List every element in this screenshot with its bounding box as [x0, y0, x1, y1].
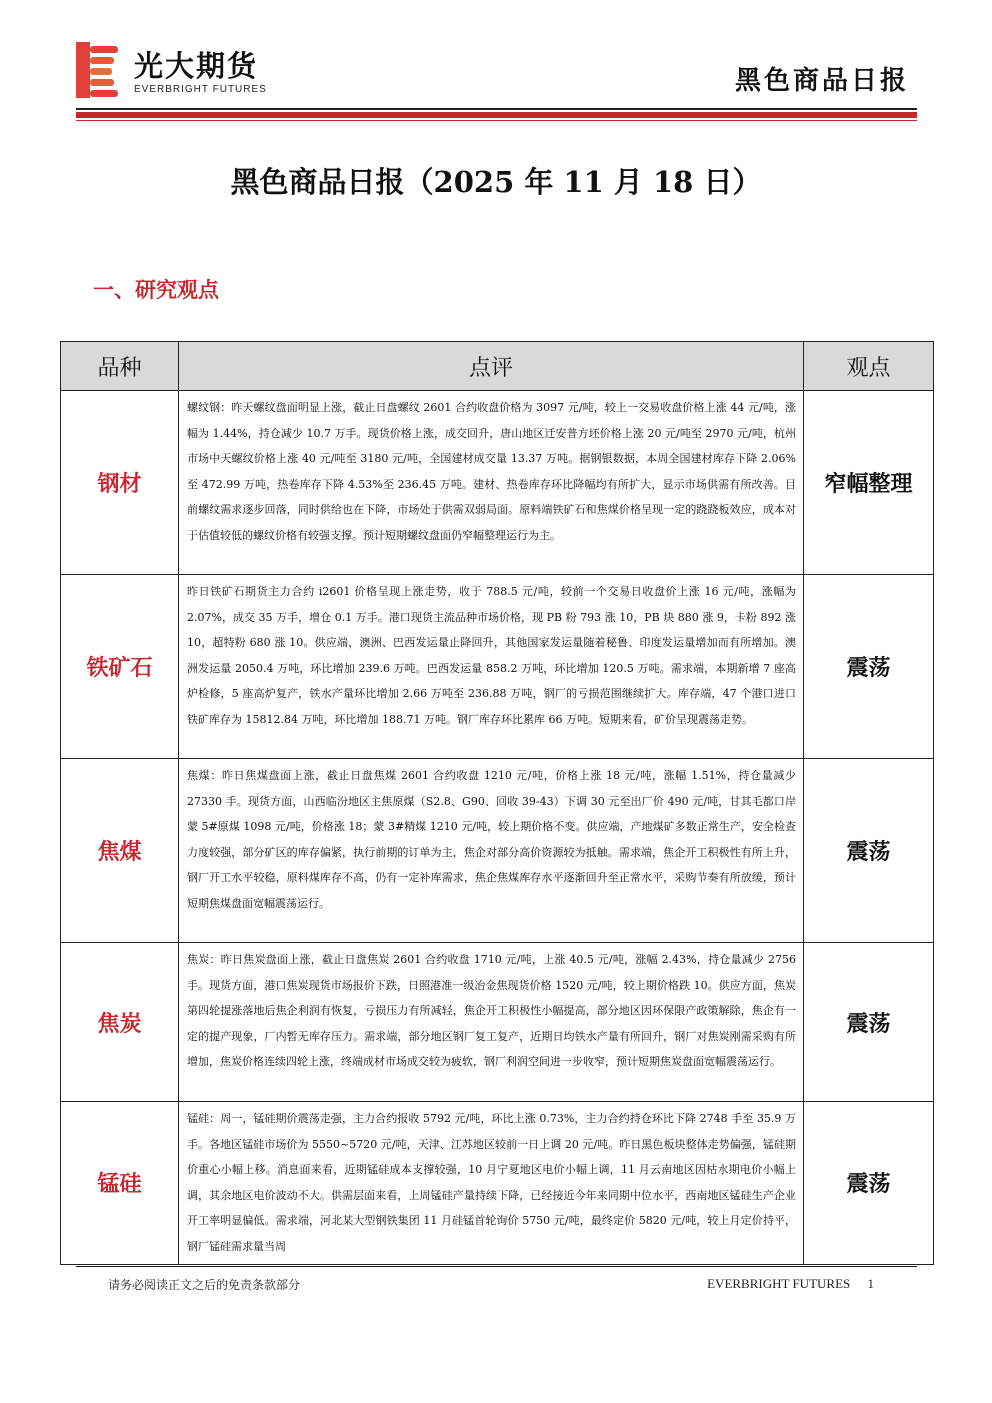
page-header	[0, 0, 992, 125]
category-cell: 锰硅	[61, 1102, 179, 1265]
section-heading: 一、研究观点	[93, 278, 219, 302]
table-row	[61, 943, 934, 1102]
view-cell: 窄幅整理	[804, 391, 934, 575]
comment-text: 焦炭：昨日焦炭盘面上涨，截止日盘焦炭 2601 合约收盘 1710 元/吨，上涨 40.5 元/吨，涨幅 2.43%，持仓量减少 2756 手。现货方面，港口焦炭现货市场报价下跌，日照港准一级冶金焦现货价格 1520 元/吨，较上期价格跌 10。供应方面，焦炭第四轮提涨落地后焦企利润有恢复，亏损压力有所减轻，焦企开工积极性小幅提高，部分地区因环保限产政策解除，焦企有一定的提产现象，厂内暂无库存压力。需求端，部分地区钢厂复工复产，近期日均铁水产量有所回升，钢厂对焦炭刚需采购有所增加，焦炭价格连续四轮上涨，终端成材市场成交较为疲软，钢厂利润空间进一步收窄，预计短期焦炭盘面宽幅震荡运行。	[187, 953, 796, 1069]
comment-cell	[179, 759, 804, 943]
category-cell: 钢材	[61, 391, 179, 575]
comment-text: 焦煤：昨日焦煤盘面上涨，截止日盘焦煤 2601 合约收盘 1210 元/吨，价格上涨 18 元/吨，涨幅 1.51%，持仓量减少 27330 手。现货方面，山西临汾地区主焦原煤（S2.8、G90、回收 39-43）下调 30 元至出厂价 490 元/吨，甘其毛都口岸蒙 5#原煤 1098 元/吨，价格涨 18；蒙 3#精煤 1210 元/吨，较上期价格不变。供应端，产地煤矿多数正常生产，安全检查力度较强，部分矿区的库存偏紧，执行前期的订单为主，焦企对部分高价资源较为抵触。需求端，焦企开工积极性有所上升，钢厂开工水平较稳，原料煤库存不高，仍有一定补库需求，焦企焦煤库存水平逐渐回升至正常水平，采购节奏有所放缓，预计短期焦煤盘面宽幅震荡运行。	[187, 769, 796, 910]
footer-disclaimer: 请务必阅读正文之后的免责条款部分	[108, 1278, 301, 1292]
table-header-row	[61, 342, 934, 391]
header-comment: 点评	[179, 342, 804, 391]
logo-english-text: EVERBRIGHT FUTURES	[134, 84, 267, 95]
comment-text: 螺纹钢：昨天螺纹盘面明显上涨，截止日盘螺纹 2601 合约收盘价格为 3097 元/吨，较上一交易收盘价格上涨 44 元/吨，涨幅为 1.44%，持仓减少 10.7 万手。现货价格上涨，成交回升，唐山地区迁安普方坯价格上涨 20 元/吨至 2970 元/吨，杭州市场中天螺纹价格上涨 40 元/吨至 3180 元/吨，全国建材成交量 13.37 万吨。据钢银数据，本周全国建材库存下降 2.06%至 472.99 万吨，热卷库存下降 4.53%至 236.45 万吨。建材、热卷库存环比降幅均有所扩大，显示市场供需有所改善。目前螺纹需求逐步回落，同时供给也在下降，市场处于供需双弱局面。原料端铁矿石和焦煤价格呈现一定的跷跷板效应，成本对于估值较低的螺纹价格有较强支撑。预计短期螺纹盘面仍窄幅整理运行为主。	[187, 401, 796, 542]
everbright-logo-icon	[76, 42, 118, 98]
header-rule	[76, 108, 917, 110]
research-view-table	[60, 341, 934, 1265]
document-title: 黑色商品日报（2025 年 11 月 18 日）	[230, 165, 762, 199]
footer-brand: EVERBRIGHT FUTURES	[707, 1276, 851, 1291]
comment-cell	[179, 391, 804, 575]
view-cell: 震荡	[804, 1102, 934, 1265]
category-cell: 焦炭	[61, 943, 179, 1102]
company-logo	[76, 40, 296, 100]
comment-text: 锰硅：周一，锰硅期价震荡走强，主力合约报收 5792 元/吨，环比上涨 0.73%，主力合约持仓环比下降 2748 手至 35.9 万手。各地区锰硅市场价为 5550~5720 元/吨，天津、江苏地区较前一日上调 20 元/吨。昨日黑色板块整体走势偏强，锰硅期价重心小幅上移。消息面来看，近期锰硅成本支撑较强，10 月宁夏地区电价小幅上调，11 月云南地区因枯水期电价小幅上调，其余地区电价波动不大。供需层面来看，上周锰硅产量持续下降，已经接近今年来同期中位水平，西南地区锰硅生产企业开工率明显偏低。需求端，河北某大型钢铁集团 11 月硅锰首轮询价 5750 元/吨，最终定价 5820 元/吨，较上月定价持平，钢厂锰硅需求量当周	[187, 1112, 796, 1253]
view-cell: 震荡	[804, 943, 934, 1102]
header-title: 黑色商品日报	[734, 66, 909, 96]
comment-cell	[179, 1102, 804, 1265]
view-cell: 震荡	[804, 575, 934, 759]
table-row	[61, 391, 934, 575]
header-accent-bar	[76, 112, 917, 118]
footer-rule	[76, 1266, 917, 1267]
logo-chinese-text: 光大期货	[134, 49, 259, 83]
header-accent-line	[76, 120, 917, 121]
table-row	[61, 759, 934, 943]
page-number: 1	[867, 1276, 874, 1291]
view-cell: 震荡	[804, 759, 934, 943]
table-row	[61, 575, 934, 759]
category-cell: 铁矿石	[61, 575, 179, 759]
table-row	[61, 1102, 934, 1265]
footer-brand-page	[707, 1276, 874, 1292]
comment-cell	[179, 575, 804, 759]
category-cell: 焦煤	[61, 759, 179, 943]
comment-cell	[179, 943, 804, 1102]
header-view: 观点	[804, 342, 934, 391]
comment-text: 昨日铁矿石期货主力合约 i2601 价格呈现上涨走势，收于 788.5 元/吨，较前一个交易日收盘价上涨 16 元/吨，涨幅为 2.07%，成交 35 万手，增仓 0.1 万手。港口现货主流品种市场价格，现 PB 粉 793 涨 10，PB 块 880 涨 9，卡粉 892 涨 10，超特粉 680 涨 10。供应端，澳洲、巴西发运量止降回升，其他国家发运量随着秘鲁、印度发运量增加而有所增加。澳洲发运量 2050.4 万吨，环比增加 239.6 万吨。巴西发运量 858.2 万吨，环比增加 120.5 万吨。需求端，本期新增 7 座高炉检修，5 座高炉复产，铁水产量环比增加 2.66 万吨至 236.88 万吨，钢厂的亏损范围继续扩大。库存端，47 个港口进口铁矿库存为 15812.84 万吨，环比增加 188.71 万吨。钢厂库存环比累库 66 万吨。短期来看，矿价呈现震荡走势。	[187, 585, 796, 726]
header-category: 品种	[61, 342, 179, 391]
